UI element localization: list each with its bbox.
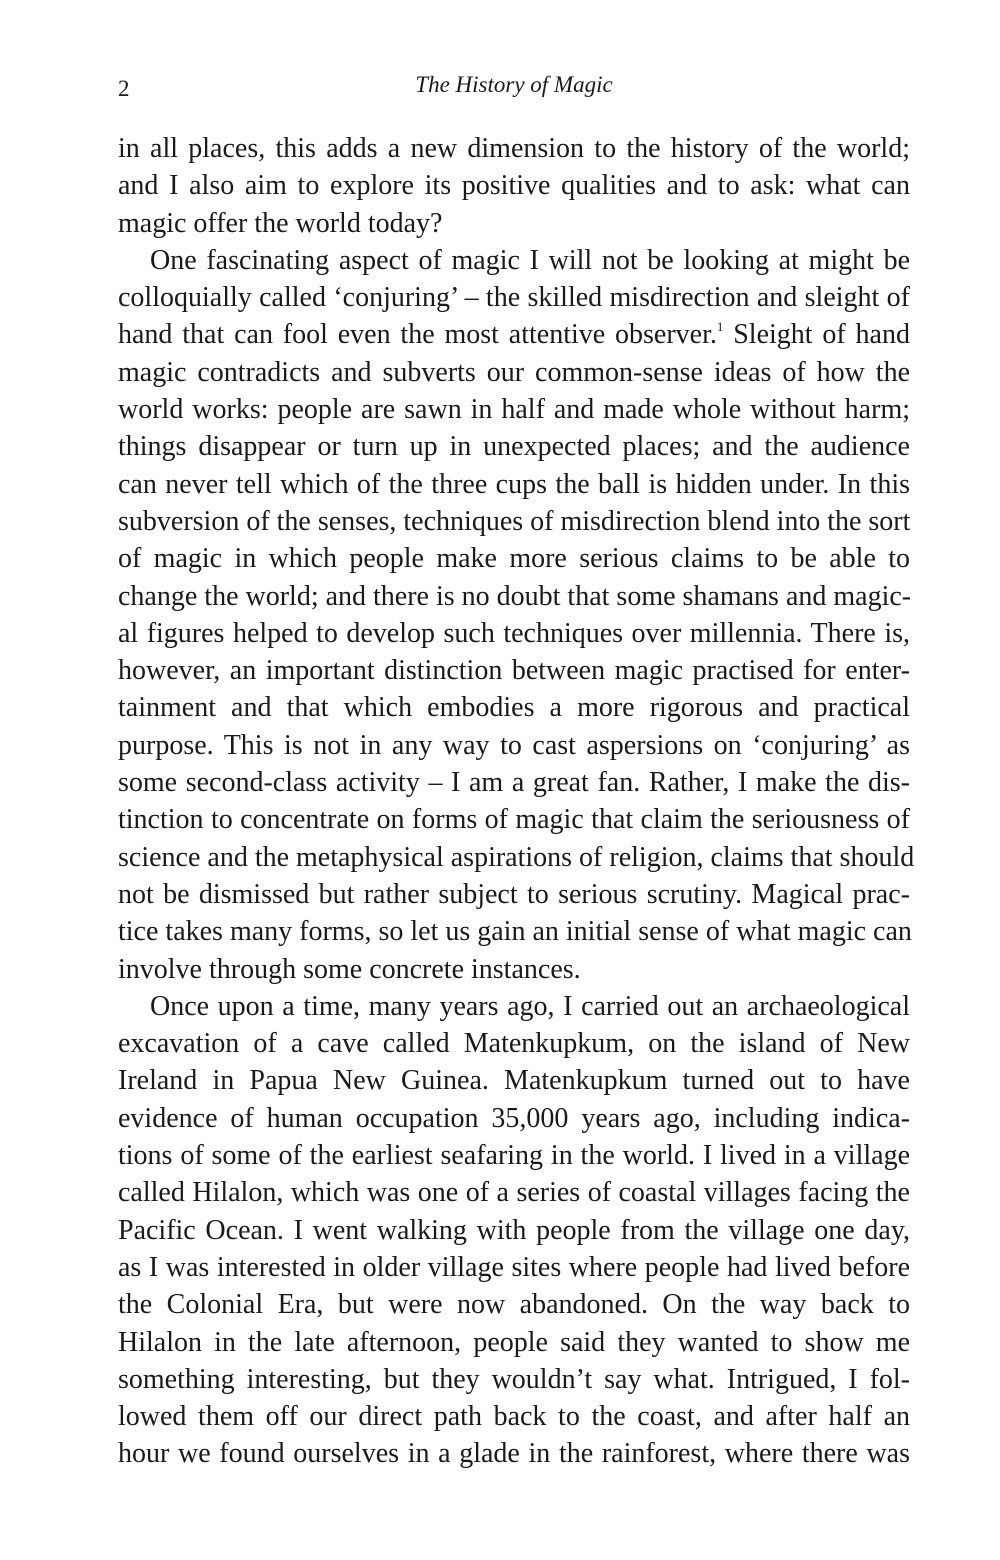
text-line: evidence of human occupation 35,000 years ago, including indica-: [118, 1102, 910, 1134]
text-line-with-footnote: [118, 316, 910, 353]
text-line: as I was interested in older village sites where people had lived before: [118, 1251, 910, 1283]
footnote-marker[interactable]: 1: [716, 319, 724, 335]
text-line: science and the metaphysical aspirations of religion, claims that should: [118, 841, 915, 873]
text-line: not be dismissed but rather subject to serious scrutiny. Magical prac-: [118, 878, 910, 910]
text-line: something interesting, but they wouldn’t say what. Intrigued, I fol-: [118, 1363, 910, 1395]
text-line: excavation of a cave called Matenkupkum, on the island of New: [118, 1028, 910, 1060]
paragraph-2: [118, 242, 915, 988]
text-line: colloquially called ‘conjuring’ – the skilled misdirection and sleight of: [118, 282, 910, 314]
text-line: however, an important distinction between magic practised for enter-: [118, 655, 910, 687]
text-line: called Hilalon, which was one of a series of coastal villages facing the: [118, 1177, 910, 1209]
running-head: [118, 70, 910, 106]
text-line: Pacific Ocean. I went walking with people from the village one day,: [118, 1214, 910, 1246]
text-fragment: hand that can fool even the most attentive observer.: [118, 319, 717, 351]
text-line: tainment and that which embodies a more rigorous and practical: [118, 692, 910, 724]
paragraph-1: [118, 130, 910, 242]
text-line: hour we found ourselves in a glade in the rainforest, where there was: [118, 1438, 910, 1470]
text-line: in all places, this adds a new dimension to the history of the world;: [118, 133, 910, 164]
text-line: of magic in which people make more serious claims to be able to: [118, 543, 910, 575]
text-line: magic offer the world today?: [118, 207, 443, 239]
text-line: purpose. This is not in any way to cast aspersions on ‘conjuring’ as: [118, 729, 910, 761]
text-line: can never tell which of the three cups the ball is hidden under. In this: [118, 468, 910, 500]
text-line: and I also aim to explore its positive qualities and to ask: what can: [118, 170, 910, 202]
page-number: 2: [118, 76, 130, 101]
text-line: involve through some concrete instances.: [118, 953, 581, 985]
text-line: tions of some of the earliest seafaring in the world. I lived in a village: [118, 1140, 910, 1172]
text-line: things disappear or turn up in unexpected places; and the audience: [118, 431, 910, 463]
text-line: lowed them off our direct path back to the coast, and after half an: [118, 1401, 910, 1433]
text-line: One fascinating aspect of magic I will not be looking at might be: [150, 244, 910, 276]
text-line: subversion of the senses, techniques of misdirection blend into the sort: [118, 505, 911, 537]
paragraph-3: [118, 988, 910, 1473]
text-line: magic contradicts and subverts our common-sense ideas of how the: [118, 356, 910, 388]
text-line: change the world; and there is no doubt that some shamans and magic-: [118, 580, 912, 612]
text-line: Hilalon in the late afternoon, people said they wanted to show me: [118, 1326, 910, 1358]
book-title: The History of Magic: [415, 72, 613, 97]
text-line: Ireland in Papua New Guinea. Matenkupkum turned out to have: [118, 1065, 910, 1097]
text-line: tice takes many forms, so let us gain an initial sense of what magic can: [118, 916, 912, 948]
text-line: some second-class activity – I am a great fan. Rather, I make the dis-: [118, 767, 910, 799]
text-fragment: Sleight of hand: [723, 319, 910, 351]
text-line: tinction to concentrate on forms of magic that claim the seriousness of: [118, 804, 910, 836]
text-line: world works: people are sawn in half and made whole without harm;: [118, 394, 910, 426]
text-line: Once upon a time, many years ago, I carried out an archaeological: [150, 990, 910, 1022]
text-line: the Colonial Era, but were now abandoned. On the way back to: [118, 1289, 910, 1321]
body-text: [118, 130, 915, 1473]
text-line: al figures helped to develop such techniques over millennia. There is,: [118, 617, 910, 649]
